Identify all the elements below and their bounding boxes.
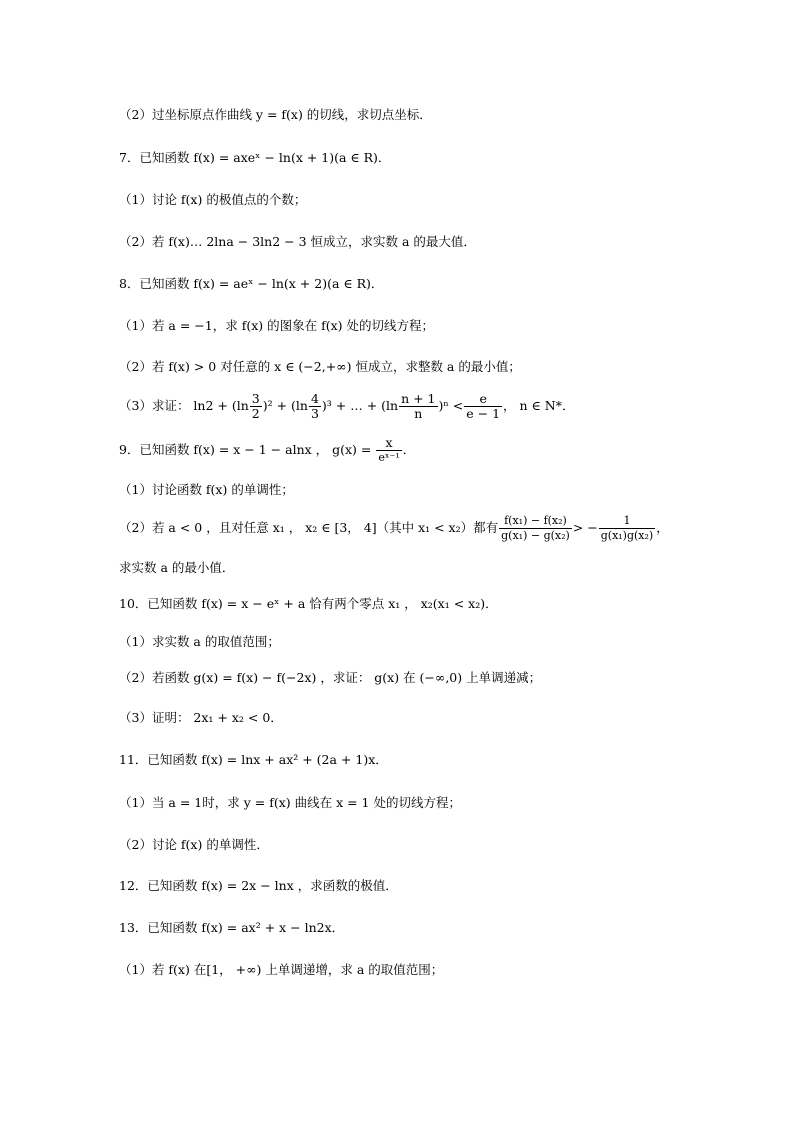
q7-stem: 7．已知函数 f(x) = axeˣ − ln(x + 1)(a ∈ R)． xyxy=(119,150,391,165)
fraction-3-over-2: $\frac{3}{2}$ xyxy=(251,391,260,421)
fraction-difference-quotient: $\frac{\text{f(x₁) − f(x₂)}}{\text{g(x₁) − g(x₂)}}$ xyxy=(501,514,570,542)
q9-stem: 9．已知函数 f(x) = x − 1 − alnx ， g(x) = $\frac{x}{\text{eˣ⁻¹}}$ ． xyxy=(119,435,416,464)
fraction-1-over-g-product: $\frac{1}{\text{g(x₁)g(x₂)}}$ xyxy=(600,514,654,542)
q10-part3: （3）证明： 2x₁ + x₂ < 0． xyxy=(119,710,283,725)
q8-part2: （2）若 f(x) > 0 对任意的 x ∈ (−2,+∞) 恒成立，求整数 a 的最小值； xyxy=(119,359,521,374)
q9-part2: （2）若 a < 0 ，且对任意 x₁ ， x₂ ∈ [3， 4]（其中 x₁ < x₂）都有 $\frac{\text{f(x₁) − f(x₂)}}{\text{g(x₁) − g(x₂)}}$ > − $\frac{1}{\text{g(x₁)g(x₂)}}$ ， xyxy=(119,514,669,542)
q9-part2-end: 求实数 a 的最小值． xyxy=(119,560,235,575)
q9-part1: （1）讨论函数 f(x) 的单调性； xyxy=(119,482,294,497)
q10-stem: 10．已知函数 f(x) = x − eˣ + a 恰有两个零点 x₁ ， x₂(x₁ < x₂)． xyxy=(119,596,498,611)
fraction-n1-over-n: $\frac{n + 1}{n}$ xyxy=(401,391,436,421)
q11-part2: （2）讨论 f(x) 的单调性． xyxy=(119,837,269,852)
q8-stem: 8．已知函数 f(x) = aeˣ − ln(x + 2)(a ∈ R)． xyxy=(119,276,384,291)
q13-stem: 13．已知函数 f(x) = ax² + x − ln2x． xyxy=(119,920,345,935)
fraction-x-over-e: $\frac{x}{\text{eˣ⁻¹}}$ xyxy=(378,435,400,464)
q13-part1: （1）若 f(x) 在[1， +∞) 上单调递增，求 a 的取值范围； xyxy=(119,962,444,977)
q11-part1: （1）当 a = 1时，求 y = f(x) 曲线在 x = 1 处的切线方程； xyxy=(119,795,461,810)
q8-part1: （1）若 a = −1，求 f(x) 的图象在 f(x) 处的切线方程； xyxy=(119,318,434,333)
fraction-4-over-3: $\frac{4}{3}$ xyxy=(310,391,319,421)
q6-part2: （2）过坐标原点作曲线 y = f(x) 的切线，求切点坐标． xyxy=(119,107,432,122)
q10-part1: （1）求实数 a 的取值范围； xyxy=(119,634,280,649)
q11-stem: 11．已知函数 f(x) = lnx + ax² + (2a + 1)x． xyxy=(119,752,388,767)
q10-part2: （2）若函数 g(x) = f(x) − f(−2x) ，求证： g(x) 在 (−∞,0) 上单调递减； xyxy=(119,670,542,685)
fraction-e-over-e-minus-1: $\frac{e}{e - 1}$ xyxy=(466,391,501,421)
q7-part1: （1）讨论 f(x) 的极值点的个数； xyxy=(119,192,307,207)
q7-part2: （2）若 f(x)… 2lna − 3ln2 − 3 恒成立，求实数 a 的最大值． xyxy=(119,234,476,249)
q12-stem: 12．已知函数 f(x) = 2x − lnx ，求函数的极值． xyxy=(119,878,398,893)
q8-part3-prefix: （3）求证： ln2 + (ln xyxy=(119,398,249,413)
q8-part3: （3）求证： ln2 + (ln $\frac{3}{2}$ )² + (ln $\frac{4}{3}$ )³ + … + (ln $\frac{n + 1}{n}$ )ⁿ < $\frac{e}{e - 1}$ ， n ∈ N*． xyxy=(119,391,575,421)
